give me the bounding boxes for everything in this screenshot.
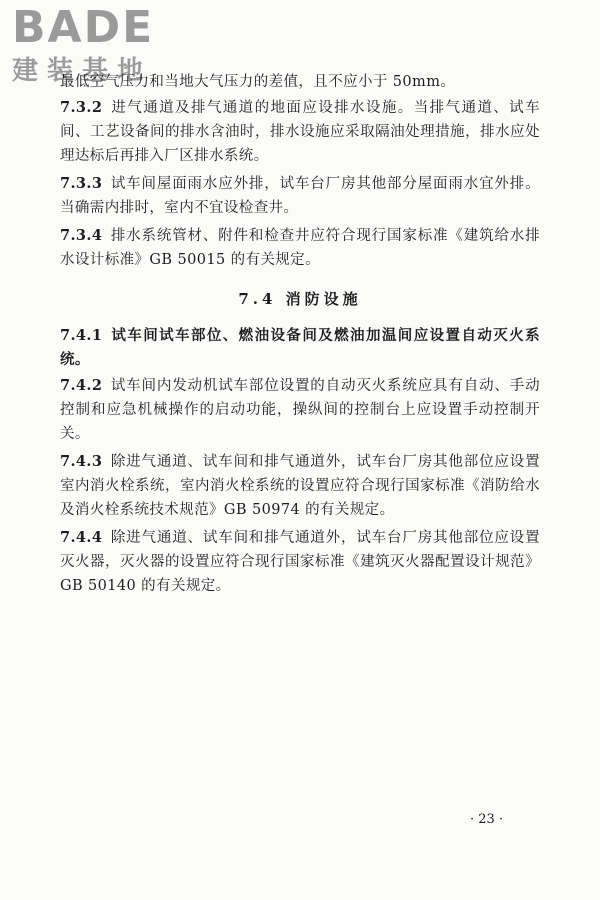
clause-number: 7.3.4: [60, 227, 103, 244]
clause-7-3-3: [60, 172, 540, 220]
clause-7-4-1: [60, 324, 540, 372]
page-number: · 23 ·: [470, 812, 504, 827]
clause-text: 除进气通道、试车间和排气通道外，试车台厂房其他部位应设置灭火器，灭火器的设置应符合现行国家标准《建筑灭火器配置设计规范》GB 50140 的有关规定。: [60, 530, 540, 594]
section-title: 7.4 消防设施: [238, 290, 362, 308]
clause-text: 除进气通道、试车间和排气通道外，试车台厂房其他部位应设置室内消火栓系统，室内消火栓系统的设置应符合现行国家标准《消防给水及消火栓系统技术规范》GB 50974 的有关规定。: [60, 454, 540, 518]
clause-text: 进气通道及排气通道的地面应设排水设施。当排气通道、试车间、工艺设备间的排水含油时，排水设施应采取隔油处理措施，排水应处理达标后再排入厂区排水系统。: [60, 100, 540, 164]
logo-chinese-text: 建装基地: [12, 56, 153, 86]
clause-7-3-2: [60, 96, 540, 168]
clause-number: 7.4.3: [60, 453, 103, 470]
logo-latin-text: BADE: [12, 2, 155, 53]
paragraph-continued: [60, 70, 540, 94]
clause-text: 试车间试车部位、燃油设备间及燃油加温间应设置自动灭火系统。: [60, 327, 540, 368]
clause-text: 试车间屋面雨水应外排，试车台厂房其他部分屋面雨水宜外排。当确需内排时，室内不宜设检查井。: [60, 176, 540, 216]
clause-number: 7.4.2: [60, 377, 103, 394]
clause-7-4-2: [60, 374, 540, 446]
clause-7-3-4: [60, 224, 540, 272]
clause-number: 7.3.3: [60, 175, 103, 192]
clause-number: 7.4.4: [60, 529, 103, 546]
clause-number: 7.4.1: [60, 327, 103, 344]
clause-7-4-3: [60, 450, 540, 522]
paragraph-text: 最低空气压力和当地大气压力的差值，且不应小于 50mm。: [60, 74, 456, 90]
clause-number: 7.3.2: [60, 99, 103, 116]
clause-text: 排水系统管材、附件和检查井应符合现行国家标准《建筑给水排水设计标准》GB 50015 的有关规定。: [60, 228, 540, 268]
clause-7-4-4: [60, 526, 540, 598]
clause-text: 试车间内发动机试车部位设置的自动灭火系统应具有自动、手动控制和应急机械操作的启动功能，操纵间的控制台上应设置手动控制开关。: [60, 378, 540, 442]
